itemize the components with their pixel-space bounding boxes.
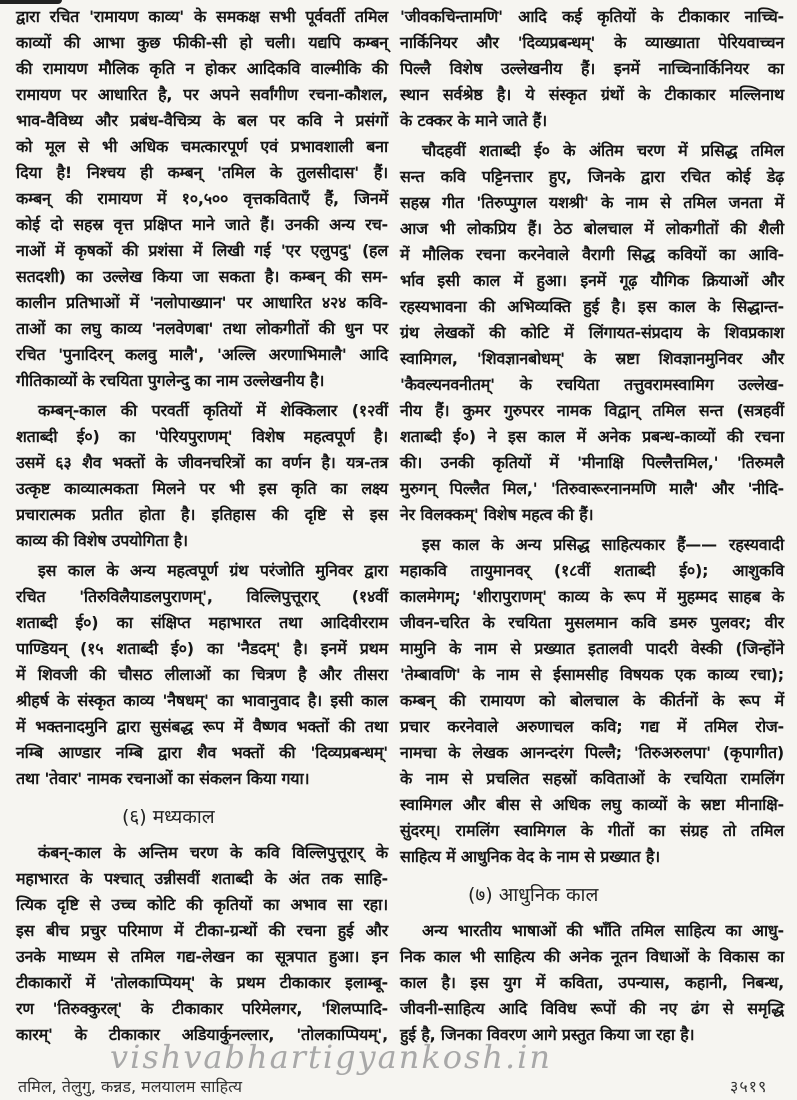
text-line: पाण्डियन् (१५ शताब्दी ई०) का 'नैडदम्' है। इनमें प्रथम [16,639,388,658]
text-line: ताओं का लघु काव्य 'नलवेणबा' तथा लोकगीतों की धुन पर [16,319,388,338]
text-line: को मूल से भी अधिक चमत्कारपूर्ण एवं प्रभावशाली बना [16,137,388,156]
text-line: स्वामिगल और बीस से अधिक लघु काव्यों के स्रष्टा मीनाक्षि- [400,795,784,814]
text-line: नामचा के लेखक आनन्दरंग पिल्लै; 'तिरुअरुलपा' (कृपागीत) [400,743,784,762]
text-line: नीय हैं। कुमर गुरुपरर नामक विद्वान् तमिल सन्त (सत्रहवीं [400,401,784,420]
text-line: 'तेम्बावणि' के नाम से ईसामसीह विषयक एक काव्य रचा); [400,665,784,684]
right-paragraph-1 [400,4,784,134]
text-line: कम्बन् की रामायण में १०,५०० वृत्तकविताएँ हैं, जिनमें [16,189,388,208]
text-line: के टक्कर के माने जाते हैं। [400,111,547,130]
text-line: शताब्दी ई०) ने इस काल में अनेक प्रबन्ध-काव्यों की रचना [400,427,784,446]
text-line: भाव-वैविध्य और प्रबंध-वैचित्र्य के बल पर कवि ने प्रसंगों [16,111,388,130]
left-column [16,4,388,1048]
text-line: श्रीहर्ष के संस्कृत काव्य 'नैषधम्' का भावानुवाद है। इसी काल [16,691,388,710]
text-line: नार्किनियर और 'दिव्यप्रबन्धम्' के व्याख्याता पेरियवाच्चन [400,33,784,52]
text-line: सहस्र गीत 'तिरुप्पुगल यशश्री' के नाम से तमिल जनता में [400,193,784,212]
text-line: 'जीवकचिन्तामणि' आदि कई कृतियों के टीकाकार नाच्चि- [400,7,784,26]
text-line: प्रचार करनेवाले अरुणाचल कवि; गद्य में तमिल रोज- [400,717,784,736]
text-line: मुरुगन् पिल्लैत मिल,' 'तिरुवारूरनानमणि मालै' और 'नीदि- [400,479,784,498]
text-line: शताब्दी ई०) का 'पेरियपुराणम्' विशेष महत्वपूर्ण है। [16,427,388,446]
text-line: स्थान सर्वश्रेष्ठ है। ये संस्कृत ग्रंथों के टीकाकार मल्लिनाथ [400,85,784,104]
text-line: उनके माध्यम से तमिल गद्य-लेखन का सूत्रपात हुआ। इन [16,947,388,966]
section-heading-madhyakal: (६) मध्यकाल [122,806,215,828]
text-line: अन्य भारतीय भाषाओं की भाँति तमिल साहित्य का आधु- [422,921,784,940]
text-line: काव्यों की आभा कुछ फीकी-सी हो चली। यद्यपि कम्बन् [16,33,388,52]
text-line: त्यिक दृष्टि से उच्च कोटि की कृतियों का अभाव सा रहा। [16,895,388,914]
text-line: कम्बन्-काल की परवर्ती कृतियों में शेक्किलार (१२वीं [38,401,388,420]
right-column [400,4,784,1048]
text-line: महाकवि तायुमानवर् (१८वीं शताब्दी ई०); आशुकवि [400,561,784,580]
text-line: टीकाकारों में 'तोलकाप्पियम्' के प्रथम टीकाकार इलाम्बू- [16,973,388,992]
text-line: निक काल भी साहित्य की अनेक नूतन विधाओं के विकास का [400,947,784,966]
text-line: द्वारा रचित 'रामायण काव्य' के समकक्ष सभी पूर्ववर्ती तमिल [16,7,388,26]
right-paragraph-2 [400,138,784,528]
text-line: कम्बन् की रामायण को बोलचाल के कीर्तनों के रूप में [400,691,784,710]
text-line: कालीन प्रतिभाओं में 'नलोपाख्यान' पर आधारित ४२४ कवि- [16,293,388,312]
text-line: की। उनकी कृतियों में 'मीनाक्षि पिल्लैत्तमिल,' 'तिरुमलै [400,453,784,472]
text-line: साहित्य में आधुनिक वेद के नाम से प्रख्यात है। [400,847,661,866]
text-line: उत्कृष्ट काव्यात्मकता मिलने पर भी इस कृति का लक्ष्य [16,479,388,498]
running-footer-title: तमिल, तेलुगु, कन्नड, मलयालम साहित्य [18,1077,243,1096]
text-line: जीवनी-साहित्य आदि विविध रूपों की नए ढंग से समृद्धि [400,999,784,1018]
text-line: काव्य की विशेष उपयोगिता है। [16,531,188,550]
text-line: कंबन्-काल के अन्तिम चरण के कवि विल्लिपुत्तूरार् के [38,843,388,862]
text-line: उसमें ६३ शैव भक्तों के जीवनचरित्रों का वर्णन है। यत्र-तत्र [16,453,388,472]
left-paragraph-3 [16,558,388,792]
text-line: नाओं में कृषकों की प्रशंसा में लिखी गई 'एर एलुपदु' (हल [16,241,388,260]
text-line: कारम्' के टीकाकार अडियार्कुनल्लार, 'तोलकाप्पियम्', [16,1025,388,1044]
text-line: सुंदरम्। रामलिंग स्वामिगल के गीतों का संग्रह तो तमिल [400,821,784,840]
text-line: प्रचारात्मक प्रतीत होता है। इतिहास की दृष्टि से इस [16,505,388,524]
text-line: के नाम से प्रचलित सहस्रों कविताओं के रचयिता रामलिंग [400,769,784,788]
text-line: रण 'तिरुक्कुरल्' के टीकाकार परिमेलगर, 'शिलप्पादि- [16,999,388,1018]
text-line: तथा 'तेवार' नामक रचनाओं का संकलन किया गया। [16,769,310,788]
text-line: आज भी लोकप्रिय हैं। ठेठ बोलचाल में लोकगीतों की शैली [400,219,784,238]
text-line: इस काल के अन्य महत्वपूर्ण ग्रंथ परंजोति मुनिवर द्वारा [38,561,388,580]
text-line: काल है। इस युग में कविता, उपन्यास, कहानी, निबन्ध, [400,973,784,992]
text-line: की रामायण मौलिक कृति न होकर आदिकवि वाल्मीकि की [16,59,388,78]
right-paragraph-3 [400,532,784,870]
website-watermark: vishvabhartigyankosh.in [110,1038,553,1076]
text-line: स्वामिगल, 'शिवज्ञानबोधम्' के स्रष्टा शिवज्ञानमुनिवर और [400,349,784,368]
left-paragraph-4 [16,840,388,1048]
text-line: नेर विलक्कम्' विशेष महत्व की हैं। [400,505,594,524]
text-line: गीतिकाव्यों के रचयिता पुगलेन्दु का नाम उल्लेखनीय है। [16,371,325,390]
right-paragraph-4 [400,918,784,1048]
text-line: रहस्यभावना की अभिव्यक्ति हुई है। इस काल के सिद्धान्त- [400,297,784,316]
text-line: चौदहवीं शताब्दी ई० के अंतिम चरण में प्रसिद्ध तमिल [422,141,784,160]
left-paragraph-1 [16,4,388,394]
text-line: 'कैवल्यनवनीतम्' के रचयिता तत्तुवरामस्वामिग उल्लेख- [400,375,784,394]
text-line: रचित 'पुनादिरन् कलवु मालै', 'अल्लि अरणाभिमालै' आदि [16,345,388,364]
text-line: महाभारत के पश्चात् उन्नीसवीं शताब्दी के अंत तक साहि- [16,869,388,888]
section-heading-adhunik-kal: (७) आधुनिक काल [468,884,599,906]
text-line: इस काल के अन्य प्रसिद्ध साहित्यकार हैं—— रहस्यवादी [422,535,784,554]
text-line: शताब्दी ई०) का संक्षिप्त महाभारत तथा आदिवीरराम [16,613,388,632]
text-line: नम्बि आण्डार नम्बि द्वारा शैव भक्तों की 'दिव्यप्रबन्धम्' [16,743,388,762]
text-line: हुई है, जिनका विवरण आगे प्रस्तुत किया जा रहा है। [400,1025,695,1044]
text-line: कालमेगम्; 'शीरापुराणम्' काव्य के रूप में मुहम्मद साहब के [400,587,784,606]
text-line: सतदशी) का उल्लेख किया जा सकता है। कम्बन् की सम- [16,267,388,286]
text-line: र्भाव इसी काल में हुआ। इनमें गूढ़ यौगिक क्रियाओं और [400,271,784,290]
text-line: में मौलिक रचना करनेवाले वैरागी सिद्ध कवियों का आवि- [400,245,784,264]
text-line: पिल्लै विशेष उल्लेखनीय हैं। इनमें नाच्चिनार्किनियर का [400,59,784,78]
text-line: रचित 'तिरुविलैयाडलपुराणम्', विल्लिपुत्तूरार् (१४वीं [16,587,388,606]
page-number: ३५१९ [730,1077,768,1096]
text-line: सन्त कवि पट्टिनत्तार हुए, जिनके द्वारा रचित कोई डेढ़ [400,167,784,186]
text-line: जीवन-चरित के रचयिता मुसलमान कवि डमरु पुलवर; वीर [400,613,784,632]
text-line: दिया है! निश्चय ही कम्बन् 'तमिल के तुलसीदास' हैं। [16,163,388,182]
text-line: इस बीच प्रचुर परिमाण में टीका-ग्रन्थों की रचना हुई और [16,921,388,940]
text-line: ग्रंथ लेखकों की कोटि में लिंगायत-संप्रदाय के शिवप्रकाश [400,323,784,342]
text-line: रामायण पर आधारित है, पर अपने सर्वांगीण रचना-कौशल, [16,85,388,104]
text-line: में शिवजी की चौसठ लीलाओं का चित्रण है और तीसरा [16,665,388,684]
text-line: मामुनि के नाम से प्रख्यात इतालवी पादरी वेस्की (जिन्होंने [400,639,784,658]
text-line: कोई दो सहस्र वृत्त प्रक्षिप्त माने जाते हैं। उनकी अन्य रच- [16,215,388,234]
left-paragraph-2 [16,398,388,554]
text-line: में भक्तनादमुनि द्वारा सुसंबद्ध रूप में वैष्णव भक्तों की तथा [16,717,388,736]
